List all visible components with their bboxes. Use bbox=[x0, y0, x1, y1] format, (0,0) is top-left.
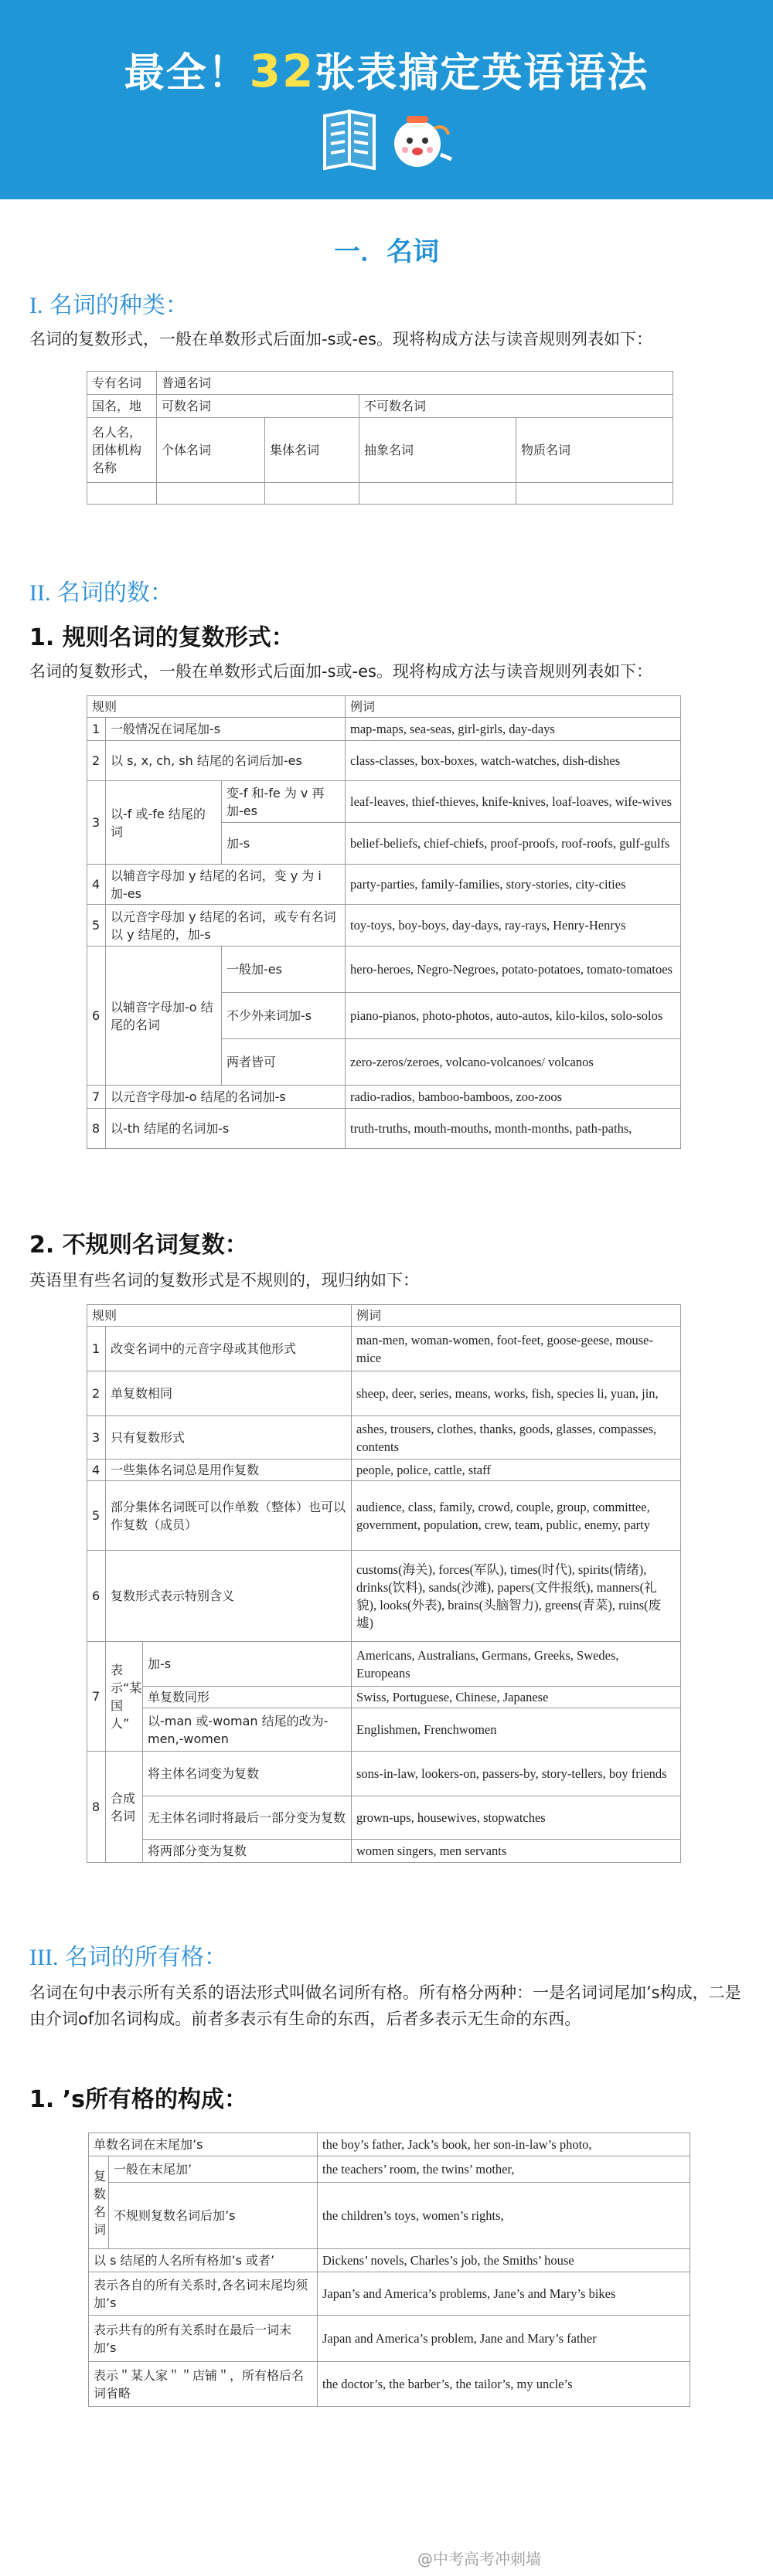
mascot-icon bbox=[394, 116, 451, 167]
rule-text: 只有复数形式 bbox=[106, 1416, 352, 1460]
rule-text: 表示共有的所有关系时在最后一词末加’s bbox=[89, 2316, 318, 2362]
book-and-mascot-illustration bbox=[309, 100, 464, 182]
banner-title-pre: 最全！ bbox=[124, 50, 250, 97]
rule-text: 以 s, x, ch, sh 结尾的名词后加-es bbox=[106, 741, 346, 781]
sub-rule-text: 将两部分变为复数 bbox=[143, 1840, 352, 1863]
sub-rule-text: 变-f 和-fe 为 v 再加-es bbox=[222, 781, 346, 823]
example-text: class-classes, box-boxes, watch-watches, dish-dishes bbox=[346, 741, 681, 781]
rule-text: 以元音字母加 y 结尾的名词，或专有名词以 y 结尾的，加-s bbox=[106, 905, 346, 946]
irregular-plural-intro: 英语里有些名词的复数形式是不规则的，现归纳如下： bbox=[29, 1271, 419, 1290]
rule-text: 单数名词在末尾加’s bbox=[89, 2133, 318, 2156]
rule-text: 表示“某国人” bbox=[106, 1642, 143, 1752]
cell-proper-noun: 专有名词 bbox=[87, 372, 157, 395]
rule-text: 部分集体名词既可以作单数（整体）也可以作复数（成员） bbox=[106, 1481, 352, 1551]
irregular-plural-table bbox=[87, 1304, 681, 1863]
rule-text: 一般情况在词尾加-s bbox=[106, 718, 346, 741]
cell-uncountable: 不可数名词 bbox=[359, 395, 673, 418]
row-number: 8 bbox=[87, 1109, 106, 1149]
header-example: 例词 bbox=[346, 696, 681, 718]
sub-rule-text: 加-s bbox=[222, 823, 346, 865]
header-banner bbox=[0, 0, 773, 199]
example-text: the teachers’ room, the twins’ mother, bbox=[318, 2156, 690, 2183]
example-text: ashes, trousers, clothes, thanks, goods, glasses, compasses, contents bbox=[352, 1416, 681, 1460]
cell-empty bbox=[516, 483, 673, 505]
example-text: Englishmen, Frenchwomen bbox=[352, 1708, 681, 1752]
header-rule: 规则 bbox=[87, 1305, 352, 1327]
example-text: audience, class, family, crowd, couple, group, committee, government, population, crew, team, public, enemy, party bbox=[352, 1481, 681, 1551]
sub-rule-text: 单复数同形 bbox=[143, 1687, 352, 1708]
example-text: map-maps, sea-seas, girl-girls, day-days bbox=[346, 718, 681, 741]
example-text: Dickens’ novels, Charles’s job, the Smiths’ house bbox=[318, 2249, 690, 2272]
irregular-plural-heading: 2. 不规则名词复数： bbox=[29, 1232, 248, 1259]
row-number: 1 bbox=[87, 718, 106, 741]
row-number: 2 bbox=[87, 1371, 106, 1416]
row-number: 8 bbox=[87, 1752, 106, 1863]
cell-person-name: 名人名，团体机构名称 bbox=[87, 418, 157, 483]
rule-text: 改变名词中的元音字母或其他形式 bbox=[106, 1327, 352, 1371]
row-number: 3 bbox=[87, 781, 106, 865]
example-text: Swiss, Portuguese, Chinese, Japanese bbox=[352, 1687, 681, 1708]
row-number: 6 bbox=[87, 1551, 106, 1642]
row-number: 7 bbox=[87, 1642, 106, 1752]
cell-country-name: 国名，地 bbox=[87, 395, 157, 418]
rule-text: 复数形式表示特别含义 bbox=[106, 1551, 352, 1642]
header-rule: 规则 bbox=[87, 696, 346, 718]
cell-empty bbox=[359, 483, 516, 505]
cell-countable: 可数名词 bbox=[157, 395, 359, 418]
example-text: hero-heroes, Negro-Negroes, potato-potatoes, tomato-tomatoes bbox=[346, 946, 681, 993]
sub-rule-text: 一般在末尾加’ bbox=[109, 2156, 318, 2183]
row-number: 1 bbox=[87, 1327, 106, 1371]
part2-roman: II. bbox=[29, 580, 51, 606]
example-text: women singers, men servants bbox=[352, 1840, 681, 1863]
cell-common-noun: 普通名词 bbox=[157, 372, 673, 395]
part3-heading bbox=[29, 1938, 227, 1972]
rule-text: 以辅音字母加 y 结尾的名词，变 y 为 i 加-es bbox=[106, 865, 346, 905]
cell-empty bbox=[87, 483, 157, 505]
cell-empty bbox=[157, 483, 265, 505]
banner-title-number: 32 bbox=[249, 45, 315, 97]
sub-rule-text: 不少外来词加-s bbox=[222, 993, 346, 1039]
example-text: Japan and America’s problem, Jane and Mary’s father bbox=[318, 2316, 690, 2362]
regular-plural-table bbox=[87, 695, 681, 1149]
section-title: 一．名词 bbox=[334, 236, 439, 267]
example-text: toy-toys, boy-boys, day-days, ray-rays, Henry-Henrys bbox=[346, 905, 681, 946]
row-number: 2 bbox=[87, 741, 106, 781]
sub-rule-text: 加-s bbox=[143, 1642, 352, 1687]
sub-rule-text: 将主体名词变为复数 bbox=[143, 1752, 352, 1796]
rule-text: 以-th 结尾的名词加-s bbox=[106, 1109, 346, 1149]
watermark-text: @中考高考冲刺墙 bbox=[417, 2550, 541, 2568]
rule-text: 单复数相同 bbox=[106, 1371, 352, 1416]
example-text: zero-zeros/zeroes, volcano-volcanoes/ volcanos bbox=[346, 1039, 681, 1086]
part2-heading bbox=[29, 573, 173, 607]
rule-text: 一些集体名词总是用作复数 bbox=[106, 1460, 352, 1481]
part1-heading bbox=[29, 286, 189, 320]
cell-collective: 集体名词 bbox=[265, 418, 359, 483]
example-text: sheep, deer, series, means, works, fish, species li, yuan, jin, bbox=[352, 1371, 681, 1416]
rule-text: 复数名词 bbox=[89, 2156, 109, 2249]
rule-text: 以元音字母加-o 结尾的名词加-s bbox=[106, 1086, 346, 1109]
example-text: piano-pianos, photo-photos, auto-autos, kilo-kilos, solo-solos bbox=[346, 993, 681, 1039]
example-text: party-parties, family-families, story-stories, city-cities bbox=[346, 865, 681, 905]
part3-roman: III. bbox=[29, 1945, 59, 1970]
banner-title-post: 张表搞定英语语法 bbox=[315, 50, 649, 97]
example-text: radio-radios, bamboo-bamboos, zoo-zoos bbox=[346, 1086, 681, 1109]
rule-text: 表示＂某人家＂＂店铺＂，所有格后名词省略 bbox=[89, 2362, 318, 2407]
cell-abstract: 抽象名词 bbox=[359, 418, 516, 483]
rule-text: 合成名词 bbox=[106, 1752, 143, 1863]
example-text: truth-truths, mouth-mouths, month-months, path-paths, bbox=[346, 1109, 681, 1149]
rule-text: 表示各自的所有关系时,各名词末尾均须加’s bbox=[89, 2272, 318, 2316]
row-number: 4 bbox=[87, 1460, 106, 1481]
example-text: man-men, woman-women, foot-feet, goose-geese, mouse-mice bbox=[352, 1327, 681, 1371]
row-number: 7 bbox=[87, 1086, 106, 1109]
sub-rule-text: 无主体名词时将最后一部分变为复数 bbox=[143, 1796, 352, 1840]
possessive-table bbox=[88, 2133, 690, 2407]
row-number: 4 bbox=[87, 865, 106, 905]
possessive-heading: 1. ’s所有格的构成： bbox=[29, 2086, 247, 2113]
example-text: leaf-leaves, thief-thieves, knife-knives, loaf-loaves, wife-wives bbox=[346, 781, 681, 823]
rule-text: 以 s 结尾的人名所有格加’s 或者’ bbox=[89, 2249, 318, 2272]
part3-intro: 名词在句中表示所有关系的语法形式叫做名词所有格。所有格分两种：一是名词词尾加’s构成，二是由介词of加名词构成。前者多表示有生命的东西，后者多表示无生命的东西。 bbox=[29, 1983, 741, 2028]
cell-material: 物质名词 bbox=[516, 418, 673, 483]
row-number: 3 bbox=[87, 1416, 106, 1460]
example-text: belief-beliefs, chief-chiefs, proof-proofs, roof-roofs, gulf-gulfs bbox=[346, 823, 681, 865]
part3-title: 名词的所有格： bbox=[64, 1945, 227, 1970]
cell-empty bbox=[265, 483, 359, 505]
noun-types-table bbox=[87, 371, 673, 505]
sub-rule-text: 以-man 或-woman 结尾的改为-men,-women bbox=[143, 1708, 352, 1752]
row-number: 5 bbox=[87, 1481, 106, 1551]
rule-text: 以辅音字母加-o 结尾的名词 bbox=[106, 946, 222, 1086]
part1-intro: 名词的复数形式，一般在单数形式后面加-s或-es。现将构成方法与读音规则列表如下： bbox=[29, 330, 652, 348]
example-text: Americans, Australians, Germans, Greeks, Swedes, Europeans bbox=[352, 1642, 681, 1687]
example-text: grown-ups, housewives, stopwatches bbox=[352, 1796, 681, 1840]
row-number: 6 bbox=[87, 946, 106, 1086]
example-text: the doctor’s, the barber’s, the tailor’s, my uncle’s bbox=[318, 2362, 690, 2407]
regular-plural-heading: 1. 规则名词的复数形式： bbox=[29, 624, 295, 651]
example-text: sons-in-law, lookers-on, passers-by, story-tellers, boy friends bbox=[352, 1752, 681, 1796]
example-text: people, police, cattle, staff bbox=[352, 1460, 681, 1481]
sub-rule-text: 两者皆可 bbox=[222, 1039, 346, 1086]
row-number: 5 bbox=[87, 905, 106, 946]
example-text: customs(海关), forces(军队), times(时代), spirits(情绪), drinks(饮料), sands(沙滩), papers(文件报纸), manners(礼貌), looks(外表), brains(头脑智力), greens(青菜), ruins(废墟) bbox=[352, 1551, 681, 1642]
sub-rule-text: 不规则复数名词后加’s bbox=[109, 2183, 318, 2249]
sub-rule-text: 一般加-es bbox=[222, 946, 346, 993]
header-example: 例词 bbox=[352, 1305, 681, 1327]
cell-individual: 个体名词 bbox=[157, 418, 265, 483]
part1-roman: I. bbox=[29, 293, 43, 318]
rule-text: 以-f 或-fe 结尾的词 bbox=[106, 781, 222, 865]
banner-title bbox=[0, 40, 773, 98]
book-icon bbox=[309, 100, 464, 182]
part2-title: 名词的数： bbox=[56, 580, 173, 606]
example-text: Japan’s and America’s problems, Jane’s and Mary’s bikes bbox=[318, 2272, 690, 2316]
example-text: the boy’s father, Jack’s book, her son-in-law’s photo, bbox=[318, 2133, 690, 2156]
regular-plural-intro: 名词的复数形式，一般在单数形式后面加-s或-es。现将构成方法与读音规则列表如下： bbox=[29, 662, 652, 681]
part1-title: 名词的种类： bbox=[49, 293, 189, 318]
example-text: the children’s toys, women’s rights, bbox=[318, 2183, 690, 2249]
